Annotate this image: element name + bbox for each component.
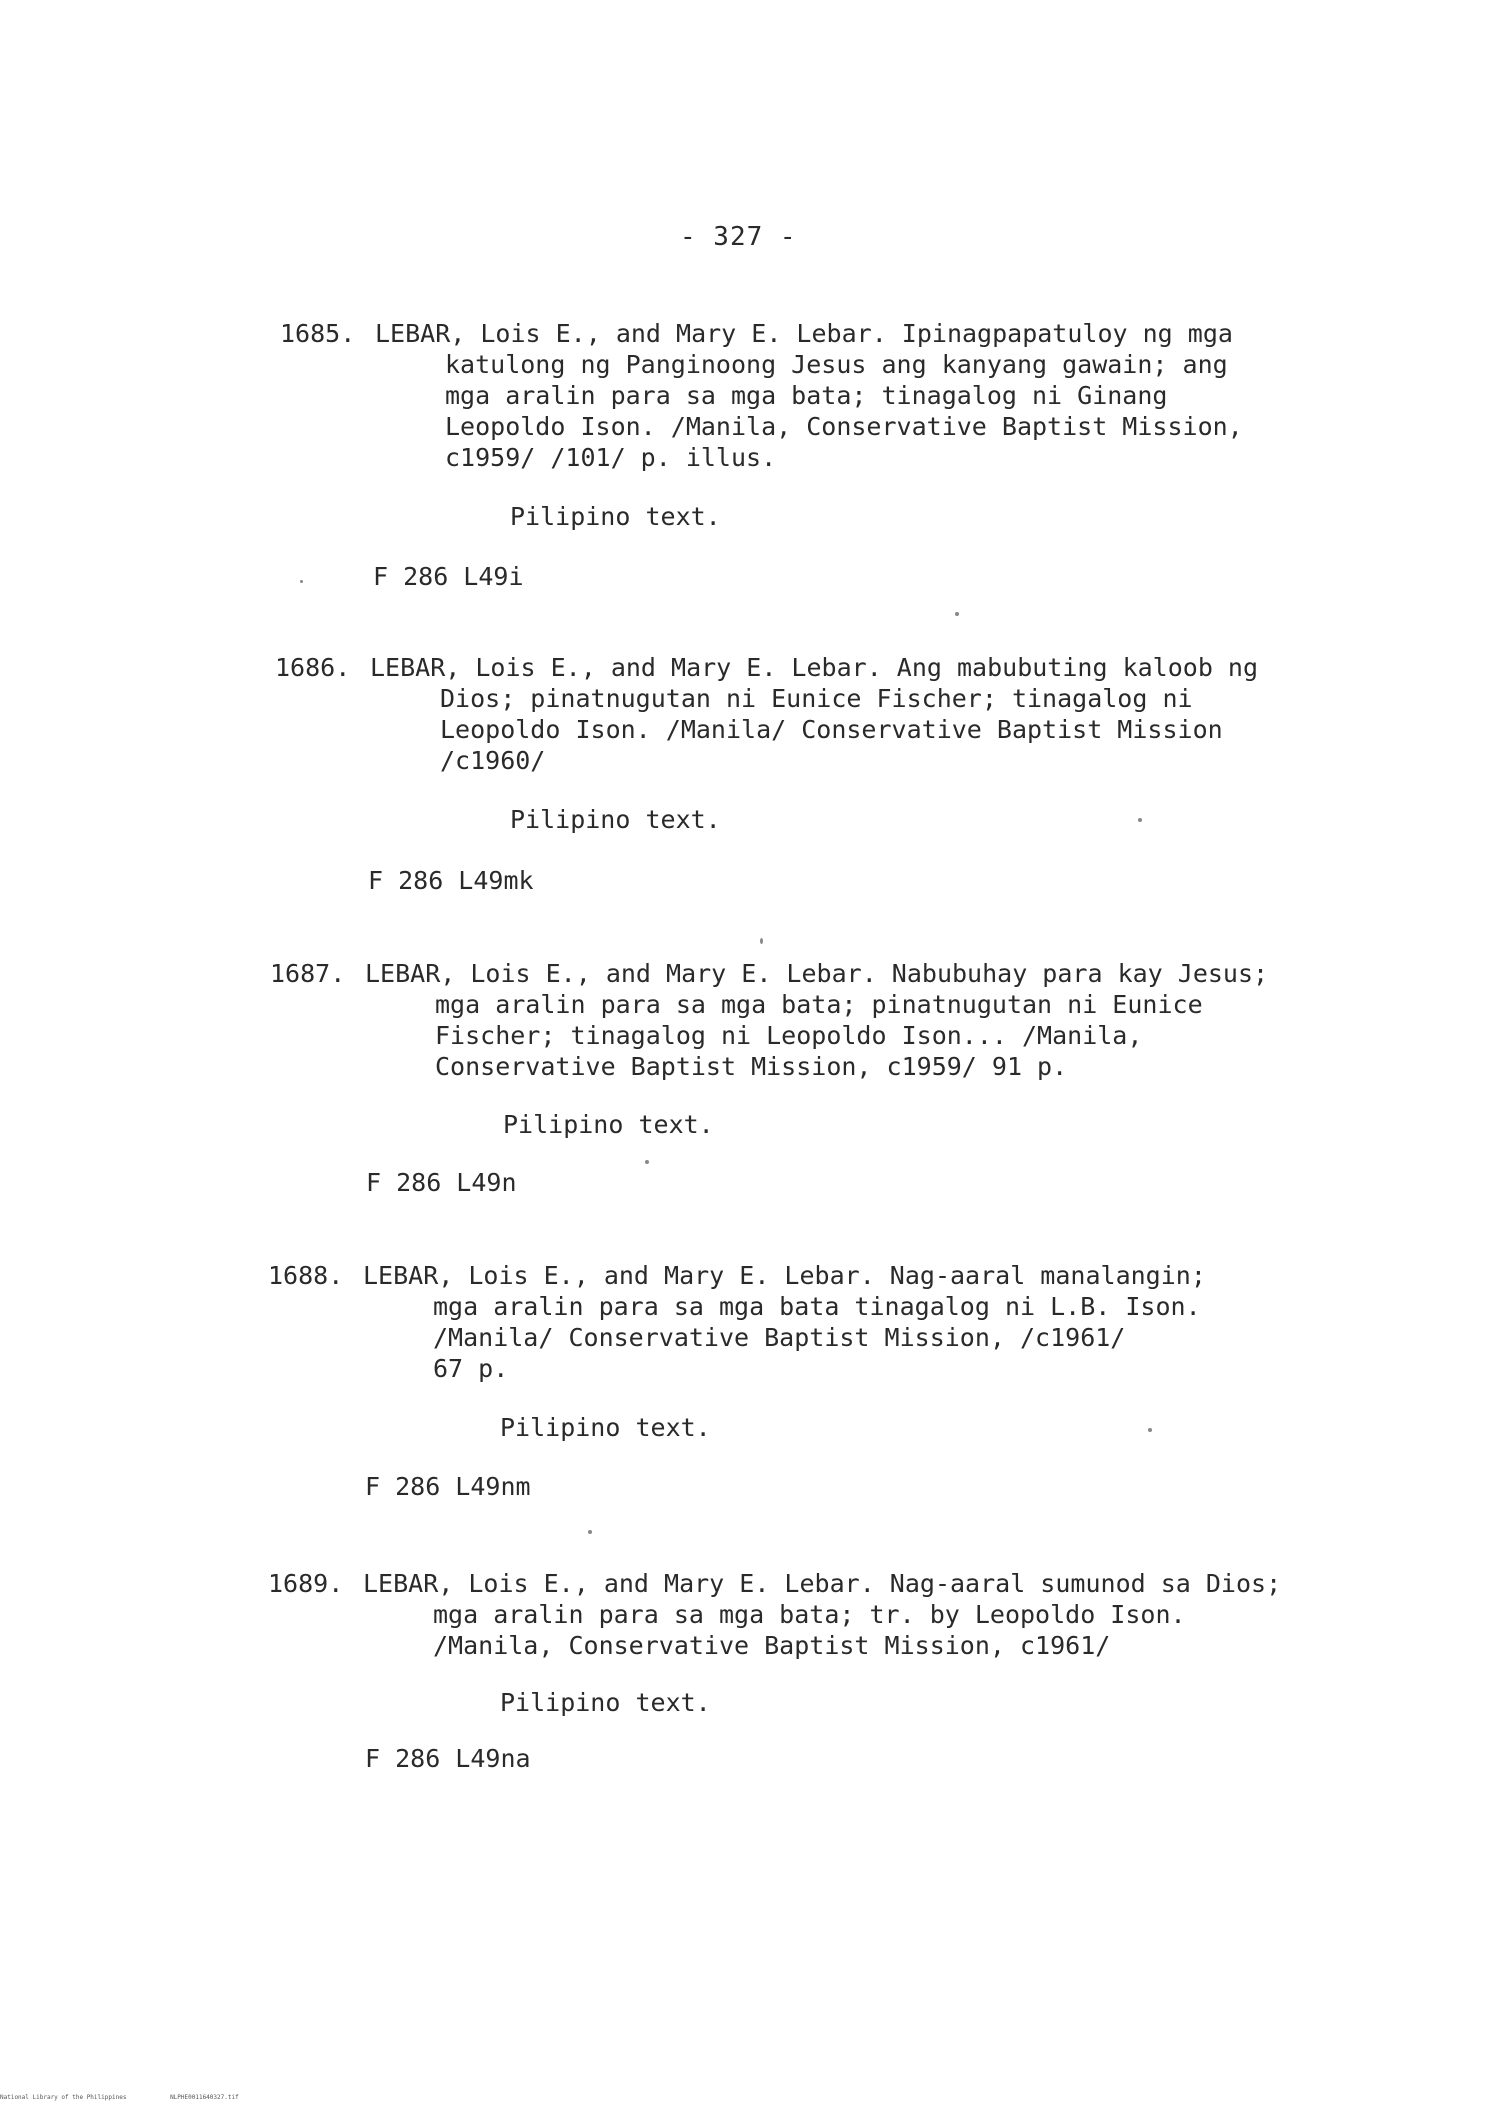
entry-line: LEBAR, Lois E., and Mary E. Lebar. Nabubuhay para kay Jesus; (365, 959, 1269, 988)
entry-line: katulong ng Panginoong Jesus ang kanyang gawain; ang (445, 350, 1228, 379)
entry-text (375, 318, 1243, 473)
entry-line: Fischer; tinagalog ni Leopoldo Ison... /Manila, (435, 1021, 1143, 1050)
entry-line: mga aralin para sa mga bata; tinagalog ni Ginang (445, 381, 1168, 410)
scan-speck (300, 580, 303, 583)
entry-number: 1689. (268, 1569, 344, 1598)
language-note: Pilipino text. (500, 1413, 711, 1442)
entry-line: mga aralin para sa mga bata tinagalog ni L.B. Ison. (433, 1292, 1201, 1321)
language-note: Pilipino text. (510, 805, 721, 834)
call-number: F 286 L49mk (368, 866, 534, 895)
entry-number: 1687. (270, 959, 346, 988)
entry-text (363, 1260, 1206, 1384)
scan-footer (0, 2094, 279, 2101)
scan-speck (1138, 818, 1142, 822)
entry-line: Leopoldo Ison. /Manila, Conservative Baptist Mission, (445, 412, 1243, 441)
entry-line: 67 p. (433, 1354, 509, 1383)
language-note: Pilipino text. (510, 502, 721, 531)
entry-line: /Manila/ Conservative Baptist Mission, /c1961/ (433, 1323, 1126, 1352)
scan-speck (645, 1160, 649, 1164)
entry-number: 1686. (275, 653, 351, 682)
entry-line: LEBAR, Lois E., and Mary E. Lebar. Ang mabubuting kaloob ng (370, 653, 1259, 682)
entry-number: 1685. (280, 319, 356, 348)
entry-line: LEBAR, Lois E., and Mary E. Lebar. Ipinagpapatuloy ng mga (375, 319, 1233, 348)
entry-line: Conservative Baptist Mission, c1959/ 91 p. (435, 1052, 1068, 1081)
entry-line: Leopoldo Ison. /Manila/ Conservative Baptist Mission (440, 715, 1223, 744)
page-number: - 327 - (680, 222, 797, 252)
entry-line: /c1960/ (440, 746, 546, 775)
language-note: Pilipino text. (503, 1110, 714, 1139)
scan-speck (760, 938, 763, 944)
entry-line: mga aralin para sa mga bata; pinatnugutan ni Eunice (435, 990, 1203, 1019)
footer-filename: NLPHE0011640327.tif (170, 2094, 239, 2101)
entry-text (363, 1568, 1281, 1661)
entry-number: 1688. (268, 1261, 344, 1290)
call-number: F 286 L49na (365, 1744, 531, 1773)
entry-text (365, 958, 1268, 1082)
call-number: F 286 L49i (373, 562, 524, 591)
scan-speck (955, 612, 959, 616)
call-number: F 286 L49n (366, 1168, 517, 1197)
entry-line: /Manila, Conservative Baptist Mission, c1961/ (433, 1631, 1111, 1660)
entry-line: LEBAR, Lois E., and Mary E. Lebar. Nag-aaral manalangin; (363, 1261, 1206, 1290)
scan-speck (588, 1530, 592, 1534)
entry-line: c1959/ /101/ p. illus. (445, 443, 777, 472)
entry-text (370, 652, 1258, 776)
entry-line: Dios; pinatnugutan ni Eunice Fischer; tinagalog ni (440, 684, 1193, 713)
footer-institution: National Library of the Philippines (0, 2094, 127, 2101)
language-note: Pilipino text. (500, 1688, 711, 1717)
entry-line: LEBAR, Lois E., and Mary E. Lebar. Nag-aaral sumunod sa Dios; (363, 1569, 1282, 1598)
call-number: F 286 L49nm (365, 1472, 531, 1501)
entry-line: mga aralin para sa mga bata; tr. by Leopoldo Ison. (433, 1600, 1186, 1629)
scan-speck (1148, 1428, 1152, 1432)
